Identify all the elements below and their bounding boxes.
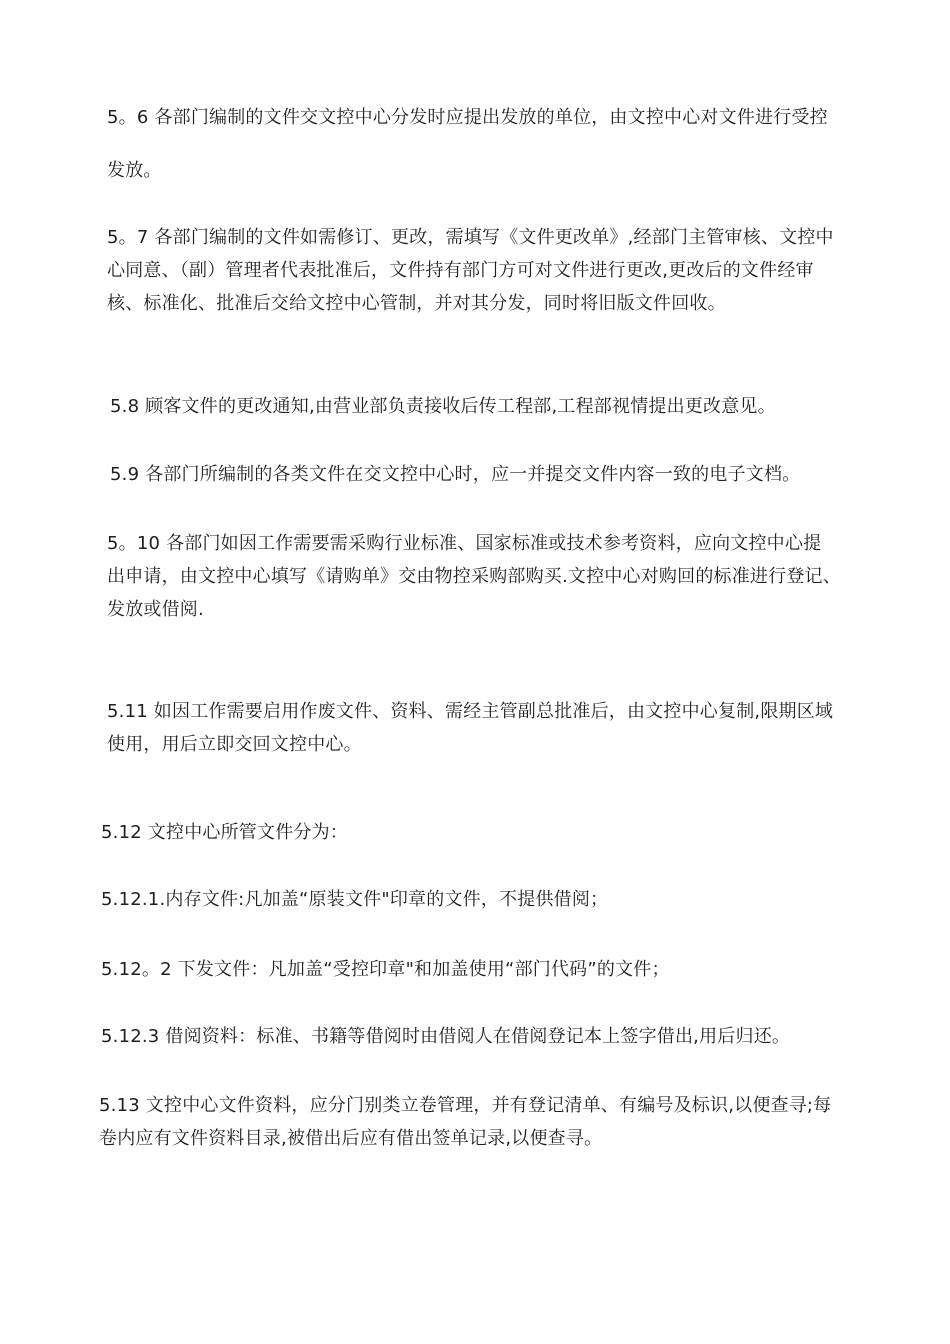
text-line: 5.12 文控中心所管文件分为：	[101, 822, 348, 843]
text-line: 使用，用后立即交回文控中心。	[107, 734, 362, 755]
text-line: 出申请，由文控中心填写《请购单》交由物控采购部购买.文控中心对购回的标准进行登记、	[107, 566, 841, 587]
text-line: 心同意、（副）管理者代表批准后，文件持有部门方可对文件进行更改,更改后的文件经审	[107, 260, 814, 281]
paragraph-5-11	[107, 695, 833, 761]
text-line: 5。6 各部门编制的文件交文控中心分发时应提出发放的单位，由文控中心对文件进行受控	[107, 107, 828, 128]
text-line: 5.12.3 借阅资料：标准、书籍等借阅时由借阅人在借阅登记本上签字借出,用后归还。	[101, 1026, 791, 1047]
text-line: 5。7 各部门编制的文件如需修订、更改，需填写《文件更改单》,经部门主管审核、文控中	[107, 227, 834, 248]
text-line: 发放。	[107, 160, 162, 181]
text-line: 发放或借阅.	[107, 599, 204, 620]
paragraph-5-12-1	[101, 883, 608, 916]
text-line: 核、标准化、批准后交给文控中心管制，并对其分发，同时将旧版文件回收。	[107, 293, 726, 314]
text-line: 卷内应有文件资料目录,被借出后应有借出签单记录,以便查寻。	[99, 1128, 603, 1149]
text-line: 5.13 文控中心文件资料，应分门别类立卷管理，并有登记清单、有编号及标识,以便查寻;每	[99, 1095, 832, 1116]
paragraph-5-7	[107, 221, 834, 320]
paragraph-5-10	[107, 527, 841, 626]
text-line: 5.9 各部门所编制的各类文件在交文控中心时，应一并提交文件内容一致的电子文档。	[110, 464, 801, 485]
paragraph-5-12	[101, 816, 348, 849]
paragraph-5-13	[99, 1089, 831, 1155]
text-line: 5.12.1.内存文件:凡加盖“原装文件"印章的文件，不提供借阅；	[101, 889, 609, 910]
paragraph-5-8	[110, 390, 776, 423]
text-line: 5.12。2 下发文件：凡加盖“受控印章"和加盖使用“部门代码”的文件；	[101, 959, 670, 980]
text-line: 5。10 各部门如因工作需要需采购行业标准、国家标准或技术参考资料，应向文控中心提	[107, 533, 822, 554]
paragraph-5-9	[110, 458, 800, 491]
paragraph-5-12-2	[101, 953, 670, 986]
text-line: 5.8 顾客文件的更改通知,由营业部负责接收后传工程部,工程部视情提出更改意见。	[110, 396, 776, 417]
paragraph-5-6	[107, 101, 828, 187]
text-line: 5.11 如因工作需要启用作废文件、资料、需经主管副总批准后，由文控中心复制,限期区域	[107, 701, 834, 722]
paragraph-5-12-3	[101, 1020, 790, 1053]
